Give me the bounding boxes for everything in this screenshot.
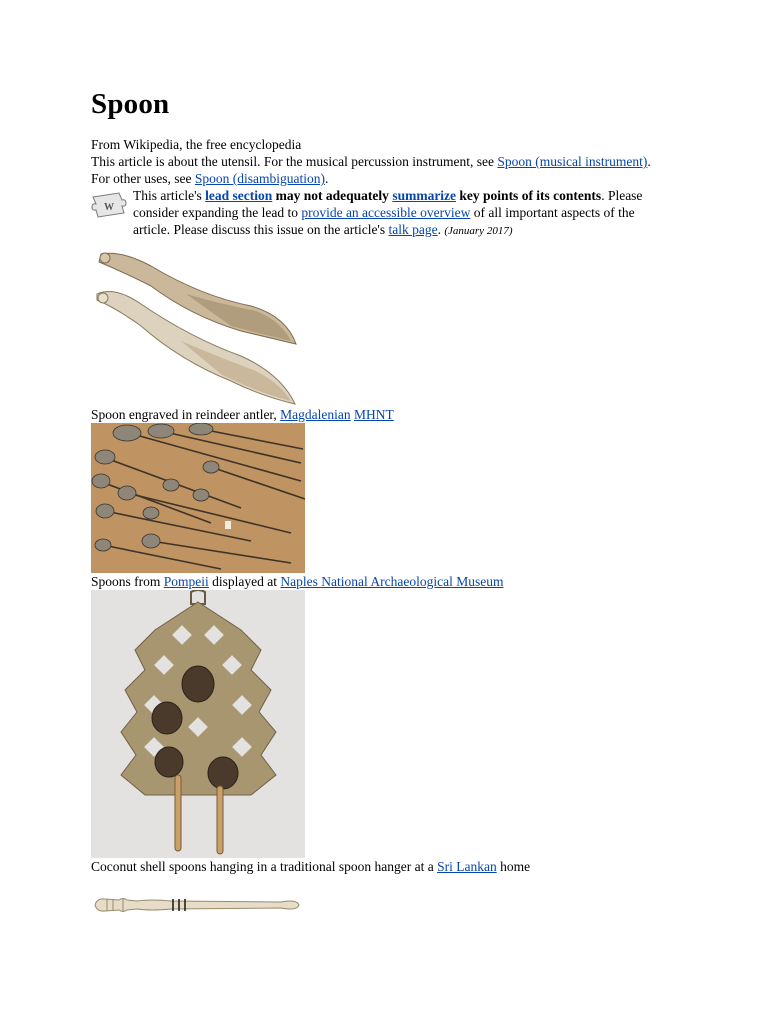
lead-too-short-notice — [91, 187, 673, 240]
hatnote — [91, 153, 671, 187]
link-mhnt[interactable]: MHNT — [354, 407, 394, 422]
caption-text: Spoon engraved in reindeer antler, — [91, 407, 281, 422]
link-spoon-disambiguation[interactable]: Spoon (disambiguation) — [194, 171, 325, 186]
caption-text: Spoons from — [91, 574, 164, 589]
page-title: Spoon — [91, 88, 170, 120]
hatnote-text-2: . For other uses, see — [91, 154, 651, 186]
tagline: From Wikipedia, the free encyclopedia — [91, 137, 302, 152]
figure-caption-3 — [91, 858, 691, 875]
link-pompeii[interactable]: Pompeii — [163, 574, 209, 589]
article — [91, 86, 691, 917]
hatnote-text-3: . — [324, 171, 329, 186]
figure-caption-2 — [91, 573, 691, 590]
ambox-text-5: of all important aspects of the article. Please discuss this issue on the article's — [133, 205, 635, 237]
link-naples-museum[interactable]: Naples National Archaeological Museum — [280, 574, 504, 589]
wooden-spoon-image[interactable] — [91, 893, 301, 917]
wikipedia-puzzle-icon — [89, 189, 129, 219]
svg-text:W: W — [104, 202, 114, 213]
hatnote-text-1: This article is about the utensil. For the musical percussion instrument, see — [91, 154, 498, 169]
ambox-text-1: This article's — [133, 188, 206, 203]
ambox-date: (January 2017) — [444, 225, 513, 237]
caption-text-mid: displayed at — [208, 574, 281, 589]
link-accessible-overview[interactable]: provide an accessible overview — [301, 205, 471, 220]
antler-spoon-image[interactable] — [91, 246, 301, 406]
coconut-spoon-hanger-image[interactable] — [91, 590, 305, 858]
link-spoon-musical-instrument[interactable]: Spoon (musical instrument) — [497, 154, 648, 169]
ambox-text-3: key points of its contents — [456, 188, 602, 203]
figure-caption-1 — [91, 406, 691, 423]
ambox-text-6: . — [437, 222, 445, 237]
link-lead-section[interactable]: lead section — [205, 188, 273, 203]
ambox-text-4: . Please consider expanding the lead to — [133, 188, 643, 220]
link-magdalenian[interactable]: Magdalenian — [280, 407, 351, 422]
link-summarize[interactable]: summarize — [392, 188, 457, 203]
pompeii-spoons-image[interactable] — [91, 423, 305, 573]
link-talk-page[interactable]: talk page — [388, 222, 438, 237]
link-sri-lankan[interactable]: Sri Lankan — [437, 859, 497, 874]
caption-text: Coconut shell spoons hanging in a traditional spoon hanger at a — [91, 859, 438, 874]
caption-text-tail: home — [496, 859, 531, 874]
ambox-text-2: may not adequately — [272, 188, 393, 203]
